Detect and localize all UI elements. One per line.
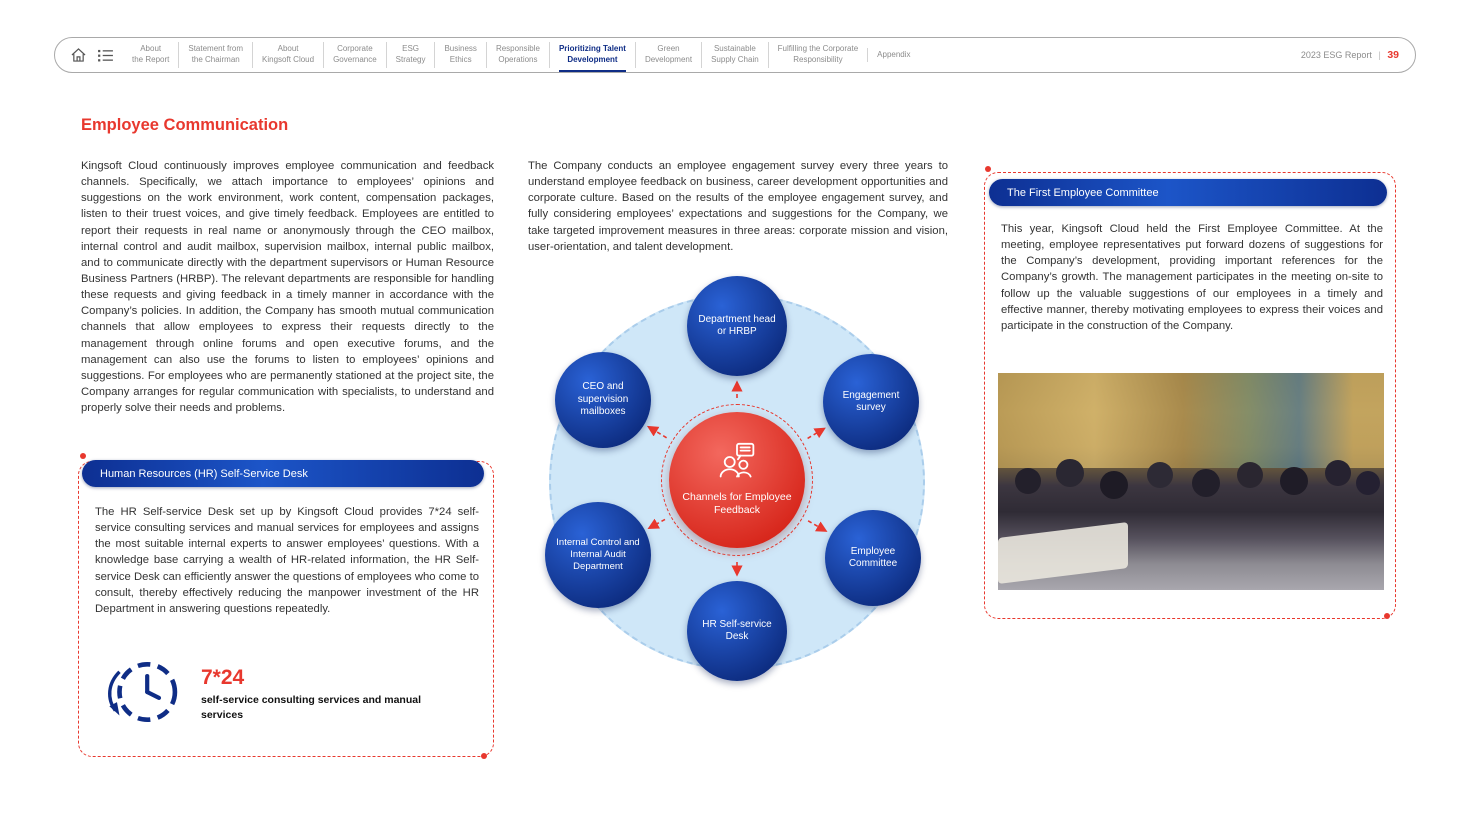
nav-label: Sustainable — [713, 44, 756, 54]
nav-label: Statement from — [188, 44, 244, 54]
diagram-node-internal-control-and-internal-audit: Internal Control and Internal Audit Department — [545, 502, 651, 608]
diagram-node-employee-committee: Employee Committee — [825, 510, 921, 606]
nav-item-appendix[interactable] — [867, 48, 919, 63]
nav-label: Fulfilling the Corporate — [777, 44, 859, 54]
nav-label: Green — [657, 44, 680, 54]
diagram-node-department-head-or-hrbp: Department head or HRBP — [687, 276, 787, 376]
nav-label: Development — [644, 55, 693, 64]
hr-self-service-desk-section — [78, 461, 494, 757]
page-title: Employee Communication — [81, 116, 289, 134]
meeting-photo — [998, 373, 1384, 590]
hr-stat-block — [101, 650, 426, 739]
nav-label: ESG — [402, 44, 420, 54]
red-dot-marker — [985, 166, 991, 172]
nav-item-about-kingsoft-cloud[interactable] — [252, 42, 323, 68]
nav-item-statement-from-the-chairman[interactable] — [178, 42, 252, 68]
nav-item-esg-strategy[interactable] — [386, 42, 435, 68]
separator: | — [1378, 50, 1381, 60]
first-employee-committee-paragraph: This year, Kingsoft Cloud held the First Employee Committee. At the meeting, employee representatives put forward dozens of suggestions for the Company’s development, providing important references for the Company’s growth. The management participates in the meeting on-site to follow up the valuable suggestions of our employees in a timely and effective manner, thereby motivating employees to express their voices and participate in the construction of the Company. — [1001, 223, 1383, 332]
nav-label: Strategy — [395, 55, 426, 64]
first-employee-committee-section — [984, 172, 1396, 619]
nav-label: Kingsoft Cloud — [262, 55, 315, 64]
nav-label: Development — [567, 55, 618, 64]
nav-item-green-development[interactable] — [635, 42, 701, 68]
page-number: 39 — [1387, 49, 1399, 61]
nav-label: Prioritizing Talent — [558, 44, 626, 54]
stat-value: 7*24 — [201, 666, 245, 690]
nav-label: Business — [444, 44, 477, 54]
diagram-center-label: Channels for Employee Feedback — [682, 490, 792, 517]
nav-label: Responsibility — [793, 55, 843, 64]
photo-table — [998, 522, 1128, 584]
nav-item-business-ethics[interactable] — [434, 42, 485, 68]
nav-label: Corporate — [337, 44, 373, 54]
nav-label: Ethics — [449, 55, 472, 64]
first-employee-committee-header: The First Employee Committee — [989, 179, 1387, 206]
hr-self-service-desk-header: Human Resources (HR) Self-Service Desk — [82, 460, 484, 487]
feedback-people-icon — [715, 442, 759, 487]
nav-label: About — [140, 44, 162, 54]
nav-label: Governance — [333, 55, 377, 64]
red-dot-marker — [481, 753, 487, 759]
nav-label: About — [277, 44, 299, 54]
nav-label: the Chairman — [191, 55, 240, 64]
nav-label: Supply Chain — [711, 55, 759, 64]
nav-item-prioritizing-talent-development[interactable] — [549, 42, 635, 68]
nav-item-about-the-report[interactable] — [123, 42, 178, 68]
stat-label: self-service consulting services and manual services — [201, 694, 422, 721]
feedback-channels-diagram — [527, 268, 947, 698]
photo-painting-area — [998, 373, 1384, 468]
report-title: 2023 ESG Report — [1300, 50, 1372, 60]
hr-self-service-desk-paragraph: The HR Self-service Desk set up by Kingsoft Cloud provides 7*24 self-service consulting services and manual services for employees and assigns the most suitable internal experts to answer employees’ questions. With a knowledge base carrying a wealth of HR-related information, the HR Self-service Desk can efficiently answer the questions of employees who come to consult, thereby effectively reducing the manpower investment of the HR Department in answering questions repeatedly. — [95, 506, 479, 615]
diagram-node-engagement-survey: Engagement survey — [823, 354, 919, 450]
nav-label: Operations — [498, 55, 538, 64]
nav-item-sustainable-supply-chain[interactable] — [701, 42, 768, 68]
home-icon[interactable] — [71, 48, 86, 62]
nav-label: the Report — [132, 55, 170, 64]
clock-icon — [101, 650, 185, 739]
red-dot-marker — [80, 453, 86, 459]
red-dot-marker — [1384, 613, 1390, 619]
nav-item-fulfilling-the-corporate-responsibility[interactable] — [768, 42, 867, 68]
photo-attendees — [1004, 373, 1016, 385]
middle-intro-paragraph: The Company conducts an employee engagement survey every three years to understand employee feedback on business, career development opportunities and corporate culture. Based on the results of the employee engagement survey, and fully considering employees’ expectations and suggestions for the Company, we take targeted improvement measures in three areas: corporate mission and vision, user-orientation, and talent development. — [528, 160, 948, 253]
nav-label: Appendix — [877, 49, 911, 59]
diagram-node-ceo-and-supervision-mailboxes: CEO and supervision mailboxes — [555, 352, 651, 448]
diagram-center-node — [669, 412, 805, 548]
nav-item-responsible-operations[interactable] — [486, 42, 549, 68]
left-intro-paragraph: Kingsoft Cloud continuously improves employee communication and feedback channels. Specifically, we attach importance to employees’ opinions and suggestions on the work environment, work content, compensation packages, listen to their truest voices, and give timely feedback. Employees are entitled to report their requests in real name or anonymously through the CEO mailbox, internal control and audit mailbox, supervision mailbox, internal public mailbox, and to communicate directly with the department supervisors or Human Resource Business Partners (HRBP). The relevant departments are responsible for handling these requests and giving feedback in a timely manner in accordance with the Company’s policies. In addition, the Company has smooth mutual communication channels that allow employees to express their requests directly to the management through online forums and open executive forums, and the management can also use the forums to listen to employees’ opinions and suggestions. For employees who are permanently stationed at the project site, the Company arranges for regular communication with specialists, to understand and properly solve their needs and problems. — [81, 160, 494, 415]
nav-item-corporate-governance[interactable] — [323, 42, 386, 68]
toc-icon[interactable] — [98, 49, 113, 62]
top-nav — [54, 37, 1416, 73]
diagram-node-hr-self-service-desk: HR Self-service Desk — [687, 581, 787, 681]
nav-label: Responsible — [495, 44, 540, 54]
report-page-indicator — [1301, 49, 1399, 61]
